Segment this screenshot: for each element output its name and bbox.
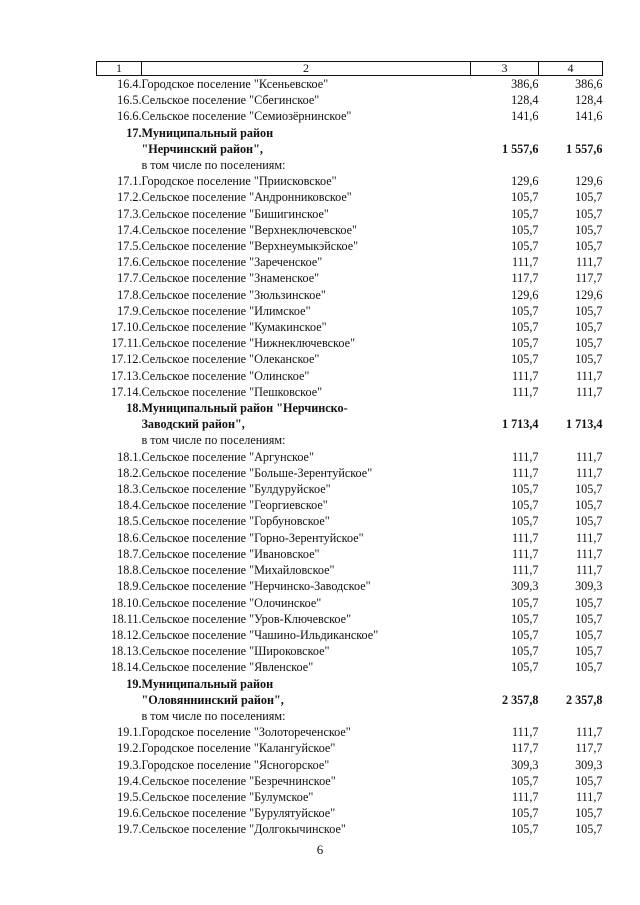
- row-number: [97, 708, 142, 724]
- row-number: 18.1.: [117, 449, 142, 464]
- row-number: 17.12.: [111, 352, 142, 367]
- row-number: 17.7.: [117, 271, 142, 286]
- row-name: Муниципальный район "Нерчинско-: [141, 401, 348, 416]
- row-value-col3: 105,7: [511, 190, 539, 205]
- allocation-table: [96, 61, 603, 838]
- row-number: 19.6.: [117, 806, 142, 821]
- table-row: [97, 287, 603, 303]
- table-row: [97, 530, 603, 546]
- header-col-1: 1: [97, 62, 142, 76]
- row-value-col4: 105,7: [575, 336, 603, 351]
- row-name: Сельское поселение "Георгиевское": [141, 498, 328, 513]
- table-row: [97, 400, 603, 416]
- row-name: Сельское поселение "Илимское": [141, 303, 311, 318]
- table-row: [97, 562, 603, 578]
- row-value-col4: 111,7: [575, 530, 603, 545]
- row-value-col4: 111,7: [575, 546, 603, 561]
- table-row: [97, 270, 603, 286]
- row-name: Сельское поселение "Явленское": [141, 660, 314, 675]
- row-value-col4: [539, 676, 603, 692]
- row-number: 18.9.: [117, 579, 142, 594]
- table-body: [97, 76, 603, 838]
- row-value-col3: 105,7: [511, 320, 539, 335]
- table-row: [97, 173, 603, 189]
- table-row: [97, 319, 603, 335]
- row-number: 19.4.: [117, 773, 142, 788]
- row-value-col3: 105,7: [511, 352, 539, 367]
- table-row: [97, 92, 603, 108]
- row-value-col4: 105,7: [575, 773, 603, 788]
- row-value-col4: 105,7: [575, 206, 603, 221]
- row-name: Сельское поселение "Олочинское": [141, 595, 322, 610]
- row-name: Сельское поселение "Уров-Ключевское": [141, 611, 352, 626]
- row-value-col3: 117,7: [511, 271, 539, 286]
- table-row: [97, 481, 603, 497]
- row-value-col3: 111,7: [511, 384, 539, 399]
- row-value-col4: 2 357,8: [565, 692, 603, 707]
- row-name: Сельское поселение "Знаменское": [141, 271, 320, 286]
- row-value-col3: 105,7: [511, 822, 539, 837]
- row-name: Сельское поселение "Бишигинское": [141, 206, 329, 221]
- row-value-col4: 105,7: [575, 611, 603, 626]
- table-row: [97, 432, 603, 448]
- row-value-col4: 129,6: [575, 174, 603, 189]
- table-row: [97, 578, 603, 594]
- row-value-col4: 1 713,4: [565, 417, 603, 432]
- table-row: [97, 465, 603, 481]
- row-value-col4: [539, 400, 603, 416]
- row-value-col4: 105,7: [575, 222, 603, 237]
- row-value-col3: 111,7: [511, 546, 539, 561]
- row-number: 18.12.: [111, 627, 142, 642]
- row-value-col3: 111,7: [511, 255, 539, 270]
- row-name: "Нерчинский район",: [141, 141, 263, 156]
- row-number: 17.9.: [117, 303, 142, 318]
- table-row: [97, 740, 603, 756]
- row-number: 18.8.: [117, 563, 142, 578]
- row-number: 18.10.: [111, 595, 142, 610]
- row-number: 18.4.: [117, 498, 142, 513]
- row-name: Сельское поселение "Олеканское": [141, 352, 320, 367]
- row-number: [97, 692, 142, 708]
- row-value-col4: 105,7: [575, 822, 603, 837]
- row-number: 19.: [126, 676, 142, 691]
- row-value-col3: 111,7: [511, 368, 539, 383]
- row-name: Городское поселение "Золотореченское": [141, 725, 351, 740]
- row-value-col3: [471, 676, 539, 692]
- row-name: Сельское поселение "Михайловское": [141, 563, 335, 578]
- row-value-col3: 105,7: [511, 660, 539, 675]
- row-value-col3: 105,7: [511, 303, 539, 318]
- row-value-col3: [471, 125, 539, 141]
- row-value-col4: 111,7: [575, 255, 603, 270]
- row-value-col3: 105,7: [511, 611, 539, 626]
- table-row: [97, 368, 603, 384]
- table-row: [97, 222, 603, 238]
- table-row: [97, 254, 603, 270]
- table-row: [97, 611, 603, 627]
- row-name: Сельское поселение "Бурулятуйское": [141, 806, 336, 821]
- table-row: [97, 789, 603, 805]
- row-number: 19.3.: [117, 757, 142, 772]
- row-name: Сельское поселение "Семиозёрнинское": [141, 109, 352, 124]
- row-value-col3: 1 713,4: [501, 417, 539, 432]
- row-value-col4: 309,3: [575, 757, 603, 772]
- table-row: [97, 643, 603, 659]
- row-value-col3: 105,7: [511, 206, 539, 221]
- page-number: 6: [316, 842, 324, 857]
- header-col-2: 2: [142, 62, 471, 76]
- row-value-col3: 111,7: [511, 530, 539, 545]
- row-name: Сельское поселение "Горно-Зерентуйское": [141, 530, 364, 545]
- row-value-col3: 309,3: [511, 757, 539, 772]
- row-name: в том числе по поселениям:: [141, 708, 286, 723]
- row-value-col4: [539, 432, 603, 448]
- row-number: 17.13.: [111, 368, 142, 383]
- row-name: Городское поселение "Калангуйское": [141, 741, 336, 756]
- row-name: Сельское поселение "Широковское": [141, 644, 330, 659]
- header-col-3: 3: [471, 62, 539, 76]
- row-name: Заводский район",: [141, 417, 245, 432]
- row-value-col3: 117,7: [511, 741, 539, 756]
- row-value-col3: 105,7: [511, 482, 539, 497]
- table-row: [97, 157, 603, 173]
- table-row: [97, 303, 603, 319]
- row-value-col4: 141,6: [575, 109, 603, 124]
- row-number: 18.13.: [111, 644, 142, 659]
- row-number: 18.14.: [111, 660, 142, 675]
- row-value-col3: 105,7: [511, 644, 539, 659]
- row-name: Сельское поселение "Безречнинское": [141, 773, 336, 788]
- row-number: 18.: [126, 401, 142, 416]
- row-value-col4: 105,7: [575, 595, 603, 610]
- row-value-col3: 309,3: [511, 579, 539, 594]
- table-row: [97, 821, 603, 837]
- row-value-col4: 129,6: [575, 287, 603, 302]
- table-row: [97, 335, 603, 351]
- table-row: [97, 141, 603, 157]
- row-number: [97, 141, 142, 157]
- row-name: Сельское поселение "Булумское": [141, 789, 314, 804]
- row-value-col4: 111,7: [575, 789, 603, 804]
- row-number: 18.2.: [117, 465, 142, 480]
- row-value-col4: [539, 125, 603, 141]
- row-value-col4: 105,7: [575, 514, 603, 529]
- row-number: 16.6.: [117, 109, 142, 124]
- row-value-col3: 111,7: [511, 449, 539, 464]
- row-number: 17.1.: [117, 174, 142, 189]
- row-number: 16.4.: [117, 77, 142, 91]
- table-row: [97, 238, 603, 254]
- row-name: в том числе по поселениям:: [141, 158, 286, 173]
- row-number: 16.5.: [117, 93, 142, 108]
- table-row: [97, 708, 603, 724]
- table-row: [97, 497, 603, 513]
- row-name: Сельское поселение "Булдуруйское": [141, 482, 331, 497]
- row-number: 17.6.: [117, 255, 142, 270]
- row-value-col3: 141,6: [511, 109, 539, 124]
- row-value-col4: 111,7: [575, 368, 603, 383]
- row-name: Сельское поселение "Нерчинско-Заводское": [141, 579, 371, 594]
- row-value-col4: 105,7: [575, 806, 603, 821]
- row-name: Сельское поселение "Пешковское": [141, 384, 323, 399]
- table-row: [97, 773, 603, 789]
- row-value-col3: 105,7: [511, 222, 539, 237]
- row-number: 17.2.: [117, 190, 142, 205]
- row-value-col4: 111,7: [575, 384, 603, 399]
- row-value-col3: 129,6: [511, 174, 539, 189]
- row-name: Сельское поселение "Олинское": [141, 368, 310, 383]
- row-value-col3: 105,7: [511, 595, 539, 610]
- row-number: 17.5.: [117, 239, 142, 254]
- row-value-col4: 105,7: [575, 303, 603, 318]
- table-row: [97, 724, 603, 740]
- row-number: 18.5.: [117, 514, 142, 529]
- table-row: [97, 676, 603, 692]
- row-name: Муниципальный район: [141, 676, 274, 691]
- header-col-4: 4: [539, 62, 603, 76]
- row-value-col3: 105,7: [511, 498, 539, 513]
- row-number: 19.7.: [117, 822, 142, 837]
- row-name: Сельское поселение "Аргунское": [141, 449, 314, 464]
- row-name: Сельское поселение "Зареченское": [141, 255, 323, 270]
- row-name: Городское поселение "Ясногорское": [141, 757, 330, 772]
- row-name: Городское поселение "Приисковское": [141, 174, 337, 189]
- row-name: Муниципальный район: [141, 125, 274, 140]
- row-number: 17.: [126, 125, 142, 140]
- row-number: [97, 432, 142, 448]
- row-number: 19.1.: [117, 725, 142, 740]
- row-name: Сельское поселение "Кумакинское": [141, 320, 327, 335]
- table-row: [97, 659, 603, 675]
- table-row: [97, 76, 603, 93]
- row-value-col4: 128,4: [575, 93, 603, 108]
- table-row: [97, 595, 603, 611]
- row-value-col4: 105,7: [575, 352, 603, 367]
- row-number: 18.6.: [117, 530, 142, 545]
- row-name: Сельское поселение "Ивановское": [141, 546, 320, 561]
- row-value-col3: 2 357,8: [501, 692, 539, 707]
- table-row: [97, 627, 603, 643]
- row-name: Сельское поселение "Больше-Зерентуйское": [141, 465, 373, 480]
- table-row: [97, 546, 603, 562]
- row-number: [97, 157, 142, 173]
- row-value-col4: [539, 708, 603, 724]
- row-value-col3: 111,7: [511, 563, 539, 578]
- row-name: Городское поселение "Ксеньевское": [141, 77, 329, 91]
- row-value-col4: [539, 157, 603, 173]
- row-name: Сельское поселение "Андронниковское": [141, 190, 352, 205]
- table-row: [97, 805, 603, 821]
- row-number: 19.2.: [117, 741, 142, 756]
- row-value-col4: 1 557,6: [565, 141, 603, 156]
- table-row: [97, 351, 603, 367]
- row-name: Сельское поселение "Нижнеключевское": [141, 336, 355, 351]
- table-row: [97, 449, 603, 465]
- row-value-col3: 111,7: [511, 465, 539, 480]
- row-value-col4: 386,6: [575, 77, 603, 91]
- row-value-col3: 105,7: [511, 627, 539, 642]
- row-value-col4: 105,7: [575, 627, 603, 642]
- row-number: 17.14.: [111, 384, 142, 399]
- row-number: 17.4.: [117, 222, 142, 237]
- row-value-col4: 117,7: [575, 741, 603, 756]
- table-header: [97, 62, 603, 76]
- row-number: 18.7.: [117, 546, 142, 561]
- table-row: [97, 513, 603, 529]
- row-number: 18.11.: [111, 611, 142, 626]
- row-value-col3: 105,7: [511, 773, 539, 788]
- row-value-col4: 105,7: [575, 660, 603, 675]
- row-value-col3: 111,7: [511, 789, 539, 804]
- row-value-col3: [471, 432, 539, 448]
- row-value-col3: 111,7: [511, 725, 539, 740]
- row-name: Сельское поселение "Чашино-Ильдиканское": [141, 627, 379, 642]
- row-number: 19.5.: [117, 789, 142, 804]
- row-value-col3: 1 557,6: [501, 141, 539, 156]
- table-row: [97, 757, 603, 773]
- row-value-col4: 105,7: [575, 482, 603, 497]
- row-value-col4: 105,7: [575, 644, 603, 659]
- row-value-col3: [471, 157, 539, 173]
- table-row: [97, 108, 603, 124]
- table-row: [97, 189, 603, 205]
- row-value-col4: 111,7: [575, 563, 603, 578]
- row-value-col4: 111,7: [575, 449, 603, 464]
- row-value-col4: 105,7: [575, 498, 603, 513]
- row-value-col3: [471, 708, 539, 724]
- row-value-col4: 105,7: [575, 320, 603, 335]
- row-value-col4: 105,7: [575, 190, 603, 205]
- row-value-col4: 111,7: [575, 725, 603, 740]
- row-value-col3: 129,6: [511, 287, 539, 302]
- row-number: [97, 416, 142, 432]
- row-value-col3: [471, 400, 539, 416]
- row-value-col4: 111,7: [575, 465, 603, 480]
- table-row: [97, 125, 603, 141]
- row-number: 17.3.: [117, 206, 142, 221]
- row-value-col3: 128,4: [511, 93, 539, 108]
- row-value-col3: 105,7: [511, 514, 539, 529]
- row-name: Сельское поселение "Сбегинское": [141, 93, 320, 108]
- row-name: в том числе по поселениям:: [141, 433, 286, 448]
- row-name: "Оловяннинский район",: [141, 692, 284, 707]
- table-row: [97, 416, 603, 432]
- row-value-col3: 386,6: [511, 77, 539, 91]
- row-value-col3: 105,7: [511, 806, 539, 821]
- row-name: Сельское поселение "Долгокычинское": [141, 822, 346, 837]
- row-number: 17.8.: [117, 287, 142, 302]
- row-value-col4: 309,3: [575, 579, 603, 594]
- row-value-col3: 105,7: [511, 336, 539, 351]
- row-name: Сельское поселение "Верхнеключевское": [141, 222, 357, 237]
- row-value-col4: 117,7: [575, 271, 603, 286]
- table-row: [97, 384, 603, 400]
- row-name: Сельское поселение "Верхнеумыкэйское": [141, 239, 359, 254]
- row-number: 17.10.: [111, 320, 142, 335]
- row-value-col4: 105,7: [575, 239, 603, 254]
- table-row: [97, 692, 603, 708]
- row-number: 18.3.: [117, 482, 142, 497]
- row-number: 17.11.: [111, 336, 142, 351]
- row-name: Сельское поселение "Зюльзинское": [141, 287, 326, 302]
- table-row: [97, 206, 603, 222]
- row-name: Сельское поселение "Горбуновское": [141, 514, 330, 529]
- row-value-col3: 105,7: [511, 239, 539, 254]
